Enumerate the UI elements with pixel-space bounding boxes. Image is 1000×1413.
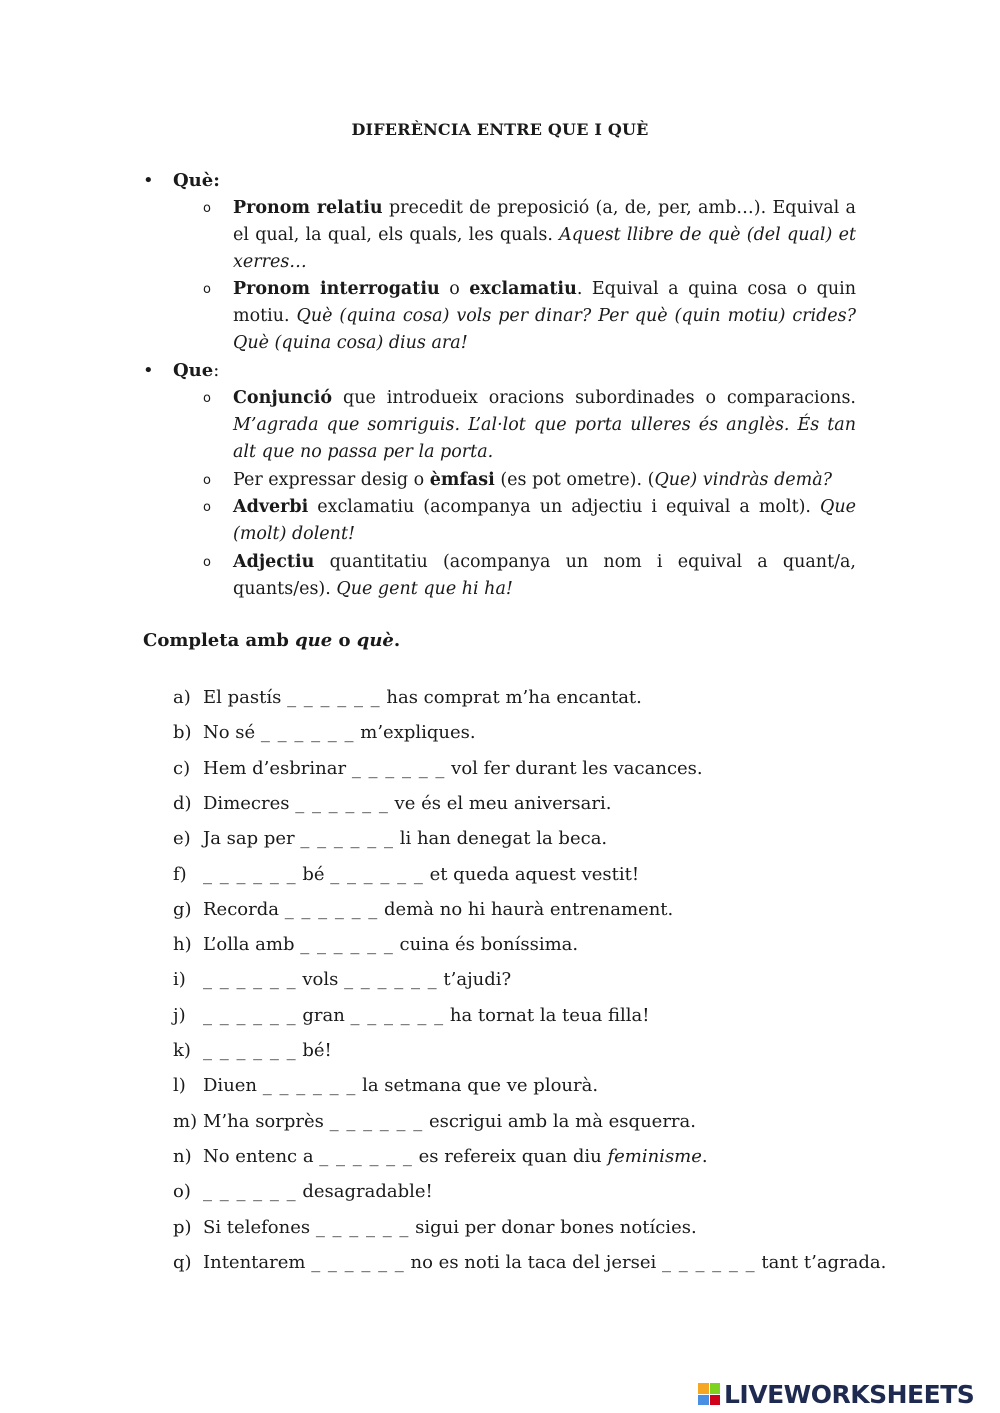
- answer-blank[interactable]: _ _ _ _ _ _: [315, 1216, 410, 1238]
- liveworksheets-logo: [698, 1380, 974, 1408]
- definition-item: [200, 195, 856, 276]
- text-fragment: Adverbi: [233, 497, 309, 517]
- circle-bullet-icon: o: [203, 201, 211, 216]
- exercise-label: f): [173, 863, 187, 885]
- text-fragment: t’ajudi?: [437, 969, 512, 991]
- exercise-label: h): [173, 934, 192, 956]
- answer-blank[interactable]: _ _ _ _ _ _: [351, 757, 446, 779]
- text-fragment: ve és el meu aniversari.: [388, 792, 612, 814]
- text-fragment: Diuen: [203, 1075, 263, 1097]
- logo-icon: [698, 1383, 720, 1405]
- text-fragment: vol fer durant les vacances.: [445, 757, 703, 779]
- section-heading: [143, 167, 220, 194]
- exercise-item: [173, 1110, 696, 1134]
- section-label: Què: [173, 170, 214, 191]
- text-fragment: èmfasi: [429, 470, 495, 490]
- text-fragment: precedit de preposició (a, de, per, amb…). Equival a el qual, la qual, els quals, les quals.: [233, 198, 856, 245]
- exercise-label: g): [173, 898, 192, 920]
- text-fragment: o: [332, 630, 357, 651]
- definition-item: [200, 276, 856, 357]
- exercise-item: [173, 827, 607, 851]
- exercise-label: m): [173, 1110, 198, 1132]
- bullet-icon: •: [143, 360, 154, 381]
- answer-blank[interactable]: _ _ _ _ _ _: [330, 863, 424, 885]
- definition-item: [200, 467, 856, 494]
- definition-text: [233, 494, 856, 548]
- text-fragment: ha tornat la teua filla!: [444, 1004, 650, 1026]
- text-fragment: tant t’agrada.: [755, 1251, 887, 1273]
- text-fragment: Que (molt) dolent!: [233, 497, 856, 544]
- answer-blank[interactable]: _ _ _ _ _ _: [203, 863, 297, 885]
- exercise-label: k): [173, 1040, 191, 1061]
- exercise-label: e): [173, 828, 191, 850]
- text-fragment: sigui per donar bones notícies.: [409, 1216, 697, 1238]
- text-fragment: Què (quina cosa) vols per dinar? Per què (quin motiu) crides? Què (quina cosa) dius ara!: [233, 306, 857, 353]
- exercise-label: j): [173, 1004, 186, 1026]
- exercise-item: [173, 1004, 649, 1028]
- text-fragment: vols: [296, 969, 345, 991]
- text-fragment: li han denegat la beca.: [394, 828, 608, 850]
- circle-bullet-icon: o: [203, 282, 211, 297]
- text-fragment: Aquest llibre de què (del qual) et xerres…: [233, 225, 856, 272]
- exercise-item: [173, 1074, 598, 1098]
- text-fragment: Adjectiu: [233, 552, 315, 572]
- section-colon: :: [213, 170, 220, 191]
- circle-bullet-icon: o: [203, 500, 211, 515]
- text-fragment: Intentarem: [203, 1251, 312, 1273]
- definition-item: [200, 494, 856, 548]
- answer-blank[interactable]: _ _ _ _ _ _: [262, 1075, 357, 1097]
- exercise-item: [173, 792, 611, 816]
- text-fragment: . Equival a quina cosa o quin motiu.: [233, 279, 856, 326]
- answer-blank[interactable]: _ _ _ _ _ _: [203, 969, 297, 991]
- exercise-item: [173, 1216, 697, 1240]
- text-fragment: bé: [296, 863, 331, 885]
- answer-blank[interactable]: _ _ _ _ _ _: [344, 969, 438, 991]
- text-fragment: què: [356, 630, 394, 651]
- text-fragment: Completa amb: [143, 630, 296, 651]
- circle-bullet-icon: o: [203, 391, 211, 406]
- answer-blank[interactable]: _ _ _ _ _ _: [319, 1145, 413, 1167]
- text-fragment: gran: [296, 1004, 351, 1026]
- text-fragment: Que gent que hi ha!: [336, 579, 513, 599]
- text-fragment: la setmana que ve plourà.: [356, 1075, 599, 1097]
- exercise-item: [173, 1251, 886, 1275]
- text-fragment: (es pot ometre). (: [494, 470, 655, 490]
- exercise-item: [173, 686, 642, 710]
- exercise-label: q): [173, 1251, 192, 1273]
- text-fragment: quantitatiu (acompanya un nom i equival a quant/a, quants/es).: [233, 552, 856, 599]
- text-fragment: que introdueix oracions subordinades o comparacions.: [332, 388, 856, 408]
- exercise-label: p): [173, 1216, 192, 1238]
- text-fragment: es refereix quan diu: [412, 1145, 608, 1167]
- text-fragment: feminisme: [607, 1145, 702, 1167]
- text-fragment: o: [439, 279, 470, 299]
- exercise-label: l): [173, 1075, 186, 1097]
- text-fragment: .: [701, 1145, 708, 1167]
- exercise-item: [173, 1145, 708, 1169]
- text-fragment: Conjunció: [233, 388, 333, 408]
- text-fragment: no es noti la taca del jersei: [404, 1251, 663, 1273]
- answer-blank[interactable]: _ _ _ _ _ _: [284, 898, 379, 920]
- definition-item: [200, 385, 856, 466]
- exercise-label: c): [173, 757, 191, 779]
- text-fragment: has comprat m’ha encantat.: [380, 687, 642, 708]
- answer-blank[interactable]: _ _ _ _ _ _: [203, 1040, 297, 1061]
- answer-blank[interactable]: _ _ _ _ _ _: [662, 1251, 756, 1273]
- answer-blank[interactable]: _ _ _ _ _ _: [300, 934, 394, 956]
- text-fragment: que: [295, 630, 333, 651]
- definition-item: [200, 549, 856, 603]
- text-fragment: Hem d’esbrinar: [203, 757, 352, 779]
- text-fragment: M’agrada que somriguis. L’al·lot que porta ulleres és anglès. És tan alt que no passa per la porta.: [233, 415, 856, 462]
- exercise-label: d): [173, 792, 192, 814]
- circle-bullet-icon: o: [203, 473, 211, 488]
- answer-blank[interactable]: _ _ _ _ _ _: [260, 722, 355, 744]
- text-fragment: Recorda: [203, 898, 285, 920]
- answer-blank[interactable]: _ _ _ _ _ _: [203, 1181, 297, 1203]
- exercise-label: b): [173, 722, 192, 744]
- section-label: Que: [173, 360, 214, 381]
- text-fragment: M’ha sorprès: [203, 1110, 330, 1132]
- text-fragment: escrigui amb la mà esquerra.: [423, 1110, 696, 1132]
- text-fragment: Pronom interrogatiu: [233, 279, 440, 299]
- exercise-item: [173, 721, 476, 745]
- exercise-heading: [143, 630, 400, 651]
- text-fragment: El pastís: [203, 687, 288, 708]
- section-heading: [143, 357, 219, 384]
- text-fragment: demà no hi haurà entrenament.: [378, 898, 674, 920]
- answer-blank[interactable]: _ _ _ _ _ _: [203, 1004, 297, 1026]
- answer-blank[interactable]: _ _ _ _ _ _: [295, 792, 389, 814]
- bullet-icon: •: [143, 170, 154, 191]
- section-colon: :: [213, 360, 220, 381]
- logo-text: LIVEWORKSHEETS: [724, 1379, 975, 1409]
- text-fragment: Si telefones: [203, 1216, 316, 1238]
- exercise-item: [173, 968, 511, 992]
- exercise-item: [173, 898, 673, 922]
- text-fragment: m’expliques.: [354, 722, 476, 744]
- answer-blank[interactable]: _ _ _ _ _ _: [287, 687, 381, 708]
- definition-text: [233, 276, 856, 357]
- exercise-label: n): [173, 1145, 192, 1167]
- text-fragment: et queda aquest vestit!: [423, 863, 640, 885]
- answer-blank[interactable]: _ _ _ _ _ _: [311, 1251, 405, 1273]
- text-fragment: .: [393, 630, 401, 651]
- exercise-item: [173, 1039, 332, 1063]
- page-title: DIFERÈNCIA ENTRE QUE I QUÈ: [351, 120, 649, 139]
- definition-text: [233, 195, 856, 276]
- answer-blank[interactable]: _ _ _ _ _ _: [300, 828, 394, 850]
- definition-text: [233, 549, 856, 603]
- text-fragment: L’olla amb: [203, 934, 301, 956]
- exercise-label: i): [173, 969, 186, 991]
- exercise-item: [173, 863, 639, 887]
- definition-text: [233, 467, 856, 494]
- text-fragment: desagradable!: [296, 1181, 433, 1203]
- text-fragment: exclamatiu (acompanya un adjectiu i equival a molt).: [308, 497, 821, 517]
- text-fragment: bé!: [296, 1040, 332, 1061]
- text-fragment: Per expressar desig o: [233, 470, 430, 490]
- exercise-label: a): [173, 687, 191, 708]
- circle-bullet-icon: o: [203, 555, 211, 570]
- text-fragment: cuina és boníssima.: [393, 934, 579, 956]
- text-fragment: Dimecres: [203, 792, 296, 814]
- exercise-item: [173, 933, 578, 957]
- exercise-item: [173, 1180, 433, 1204]
- answer-blank[interactable]: _ _ _ _ _ _: [329, 1110, 424, 1132]
- text-fragment: Pronom relatiu: [233, 198, 383, 218]
- exercise-item: [173, 757, 703, 781]
- answer-blank[interactable]: _ _ _ _ _ _: [350, 1004, 445, 1026]
- text-fragment: Que) vindràs demà?: [654, 470, 833, 490]
- text-fragment: exclamatiu: [469, 279, 577, 299]
- text-fragment: Ja sap per: [203, 828, 301, 850]
- exercise-label: o): [173, 1181, 191, 1203]
- text-fragment: No sé: [203, 722, 261, 744]
- text-fragment: No entenc a: [203, 1145, 320, 1167]
- definition-text: [233, 385, 856, 466]
